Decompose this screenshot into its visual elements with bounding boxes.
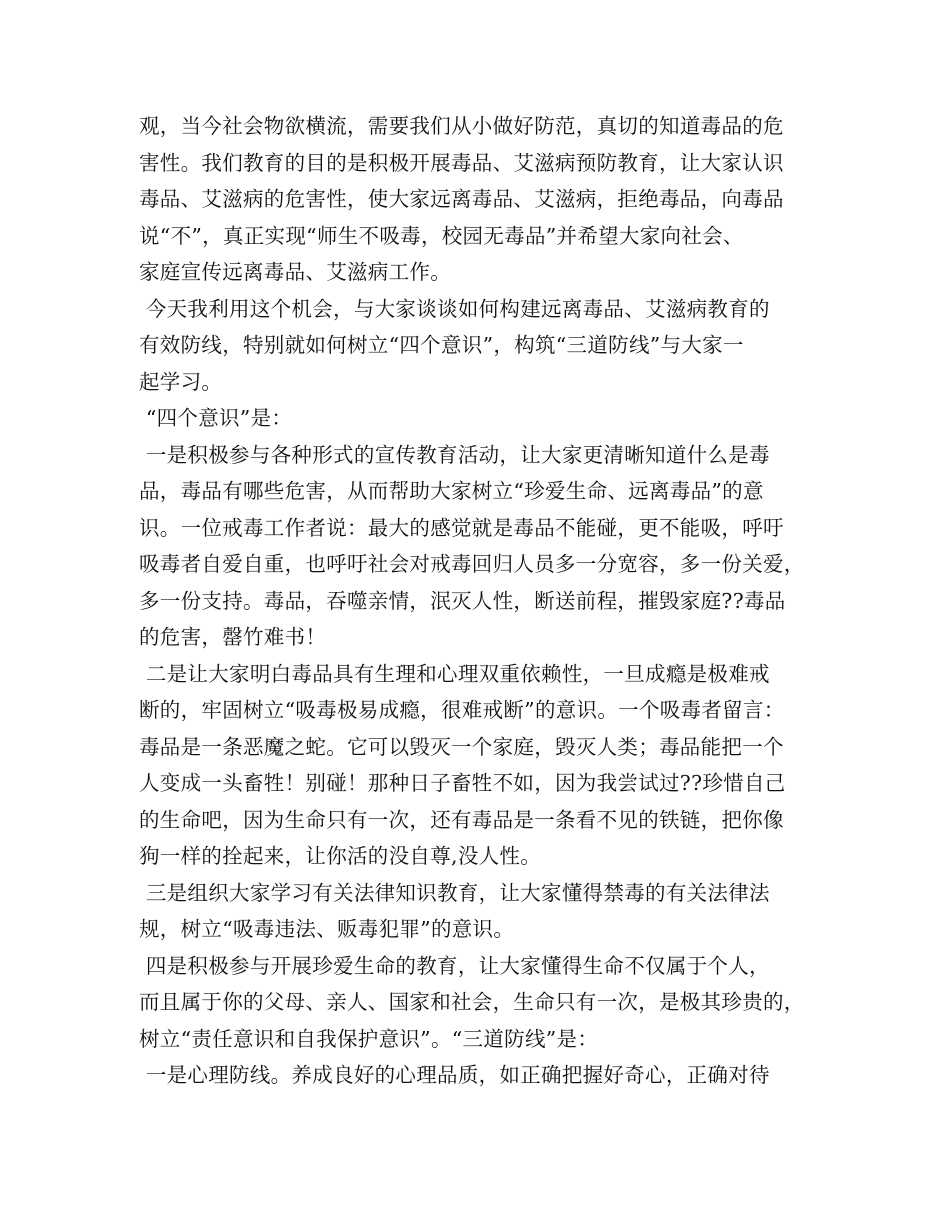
text-line: 家庭宣传远离毒品、艾滋病工作。 — [139, 260, 451, 284]
text-line: 而且属于你的父母、亲人、国家和社会，生命只有一次，是极其珍贵的， — [139, 990, 805, 1014]
text-line: 狗一样的拴起来，让你活的没自尊,没人性。 — [139, 844, 542, 868]
text-line: 人变成一头畜牲！别碰！那种日子畜牲不如，因为我尝试过??珍惜自己 — [139, 771, 786, 795]
text-line: 的生命吧，因为生命只有一次，还有毒品是一条看不见的铁链，把你像 — [139, 807, 784, 832]
text-line: 三是组织大家学习有关法律知识教育，让大家懂得禁毒的有关法律法 — [139, 880, 770, 905]
text-line: 毒品、艾滋病的危害性，使大家远离毒品、艾滋病，拒绝毒品，向毒品 — [139, 187, 784, 211]
text-line: 规，树立“吸毒违法、贩毒犯罪”的意识。 — [139, 917, 515, 941]
text-line: 四是积极参与开展珍爱生命的教育，让大家懂得生命不仅属于个人， — [139, 953, 770, 978]
text-line: 一是心理防线。养成良好的心理品质，如正确把握好奇心，正确对待 — [139, 1063, 770, 1087]
text-line: “四个意识”是： — [139, 406, 293, 430]
text-line: 害性。我们教育的目的是积极开展毒品、艾滋病预防教育，让大家认识 — [139, 150, 784, 175]
text-line: 识。一位戒毒工作者说：最大的感觉就是毒品不能碰，更不能吸，呼吁 — [139, 515, 784, 540]
text-line: 有效防线，特别就如何树立“四个意识”，构筑“三道防线”与大家一 — [139, 333, 744, 357]
text-line: 起学习。 — [139, 369, 223, 394]
text-line: 毒品是一条恶魔之蛇。它可以毁灭一个家庭，毁灭人类；毒品能把一个 — [139, 734, 784, 759]
text-line: 说“不”，真正实现“师生不吸毒，校园无毒品”并希望大家向社会、 — [139, 223, 744, 248]
text-line: 的危害，罄竹难书！ — [139, 625, 327, 649]
text-line: 品，毒品有哪些危害，从而帮助大家树立“珍爱生命、远离毒品”的意 — [139, 479, 764, 503]
text-line: 吸毒者自爱自重，也呼吁社会对戒毒回归人员多一分宽容，多一份关爱， — [139, 552, 805, 576]
text-line: 一是积极参与各种形式的宣传教育活动，让大家更清晰知道什么是毒 — [139, 442, 770, 467]
text-line: 树立“责任意识和自我保护意识”。“三道防线”是： — [139, 1026, 599, 1051]
text-line: 今天我利用这个机会，与大家谈谈如何构建远离毒品、艾滋病教育的 — [139, 296, 770, 321]
text-line: 观，当今社会物欲横流，需要我们从小做好防范，真切的知道毒品的危 — [139, 114, 784, 138]
body-text — [139, 108, 829, 1094]
text-line: 二是让大家明白毒品具有生理和心理双重依赖性，一旦成瘾是极难戒 — [139, 661, 770, 686]
text-line: 断的，牢固树立“吸毒极易成瘾，很难戒断”的意识。一个吸毒者留言： — [139, 698, 785, 722]
text-line: 多一份支持。毒品，吞噬亲情，泯灭人性，断送前程，摧毁家庭??毒品 — [139, 588, 786, 613]
